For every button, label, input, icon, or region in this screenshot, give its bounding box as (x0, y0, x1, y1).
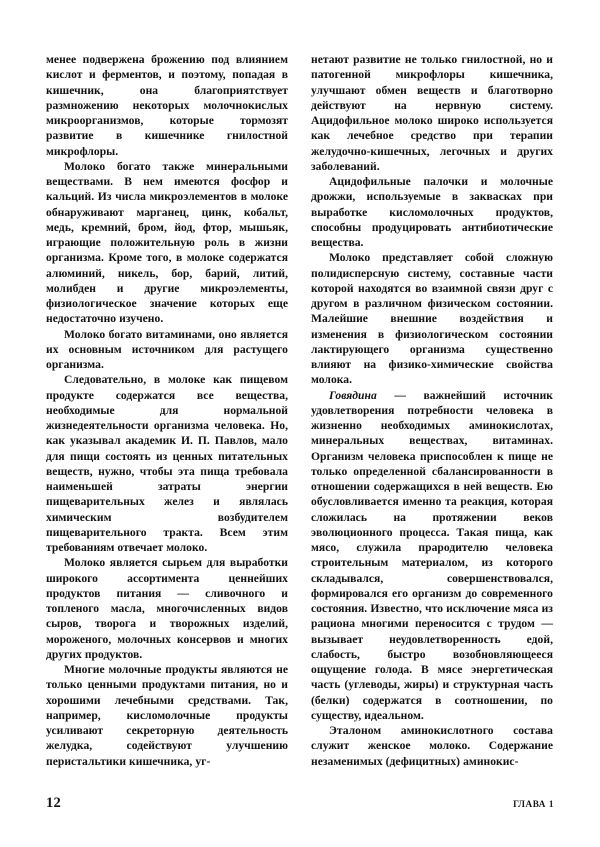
running-head-chapter: ГЛАВА 1 (513, 799, 554, 809)
paragraph-with-lead-term (311, 388, 553, 724)
paragraph: Эталоном аминокислотного состава служит женское молоко. Содержание незаменимых (дефицитных) аминокис- (311, 724, 553, 768)
paragraph: Молоко представляет собой сложную полидисперсную систему, составные части которой находятся во взаимной связи друг с другом в различном физическом состоянии. Малейшие внешние воздействия и изменения в физиологическом состоянии лактирующего организма существенно влияют на физико-химические свойства молока. (311, 251, 553, 387)
two-column-text-body (46, 52, 554, 778)
paragraph: Молоко является сырьем для выработки широкого ассортимента ценнейших продуктов питания — сливочного и топленого масла, многочисленных видов сыров, творога и творожных изделий, мороженого, молочных консервов и многих других продуктов. (46, 556, 288, 661)
paragraph: Следовательно, в молоке как пищевом продукте содержатся все вещества, необходимые для нормальной жизнедеятельности организма человека. Но, как указывал академик И. П. Павлов, мало для пищи состоять из ценных питательных веществ, нужно, чтобы эта пища требовала наименьшей затраты энергии пищеварительных желез и являлась химическим возбудителем пищеварительного тракта. Всем этим требованиям отвечает молоко. (46, 373, 288, 554)
page-footer (46, 795, 554, 819)
page-number: 12 (46, 795, 62, 811)
paragraph-body: — важнейший источник удовлетворения потребности человека в жизненно необходимых аминокислотах, минеральных веществах, витаминах. Организм человека приспособлен к пище не только определенной сбалансированности в отношении содержащихся в ней веществ. Ею обусловливается именно та реакция, которая сложилась на протяжении веков эволюционного процесса. Такая пища, как мясо, служила прародителю человека строительным материалом, из которого складывался, совершенствовался, формировался его организм до современного состояния. Известно, что исключение мяса из рациона многими переносится с трудом — вызывает неудовлетворенность едой, слабость, быстро возобновляющееся ощущение голода. В мясе энергетическая часть (углеводы, жиры) и структурная часть (белки) содержатся в соотношении, по существу, идеальном. (311, 388, 553, 722)
lead-term: Говядина (329, 388, 377, 402)
paragraph: Многие молочные продукты являются не только ценными продуктами питания, но и хорошими лечебными средствами. Так, например, кисломолочные продукты усиливают секреторную деятельность желудка, содействуют улучшению перистальтики кишечника, уг- (46, 663, 288, 768)
paragraph: Молоко богато также минеральными веществами. В нем имеются фосфор и кальций. Из числа микроэлементов в молоке обнаруживают марганец, цинк, кобальт, медь, кремний, бром, йод, фтор, мышьяк, играющие положительную роль в жизни организма. Кроме того, в молоке содержатся алюминий, никель, бор, барий, литий, молибден и другие микроэлементы, физиологическое значение которых еще недостаточно изучено. (46, 159, 288, 326)
left-text-column (46, 52, 288, 769)
paragraph: Ацидофильные палочки и молочные дрожжи, используемые в заквасках при выработке кисломолочных продуктов, способны продуцировать антибиотические вещества. (311, 175, 553, 249)
paragraph: Молоко богато витаминами, оно является их основным источником для растущего организма. (46, 327, 288, 371)
right-text-column (311, 52, 553, 769)
paragraph: менее подвержена брожению под влиянием кислот и ферментов, и поэтому, попадая в кишечник, она благоприятствует размножению некоторых молочнокислых микроорганизмов, которые тормозят развитие в кишечнике гнилостной микрофлоры. (46, 53, 288, 158)
paragraph: нетают развитие не только гнилостной, но и патогенной микрофлоры кишечника, улучшают обмен веществ и благотворно действуют на нервную систему. Ацидофильное молоко широко используется как лечебное средство при терапии желудочно-кишечных, легочных и других заболеваний. (311, 53, 553, 173)
